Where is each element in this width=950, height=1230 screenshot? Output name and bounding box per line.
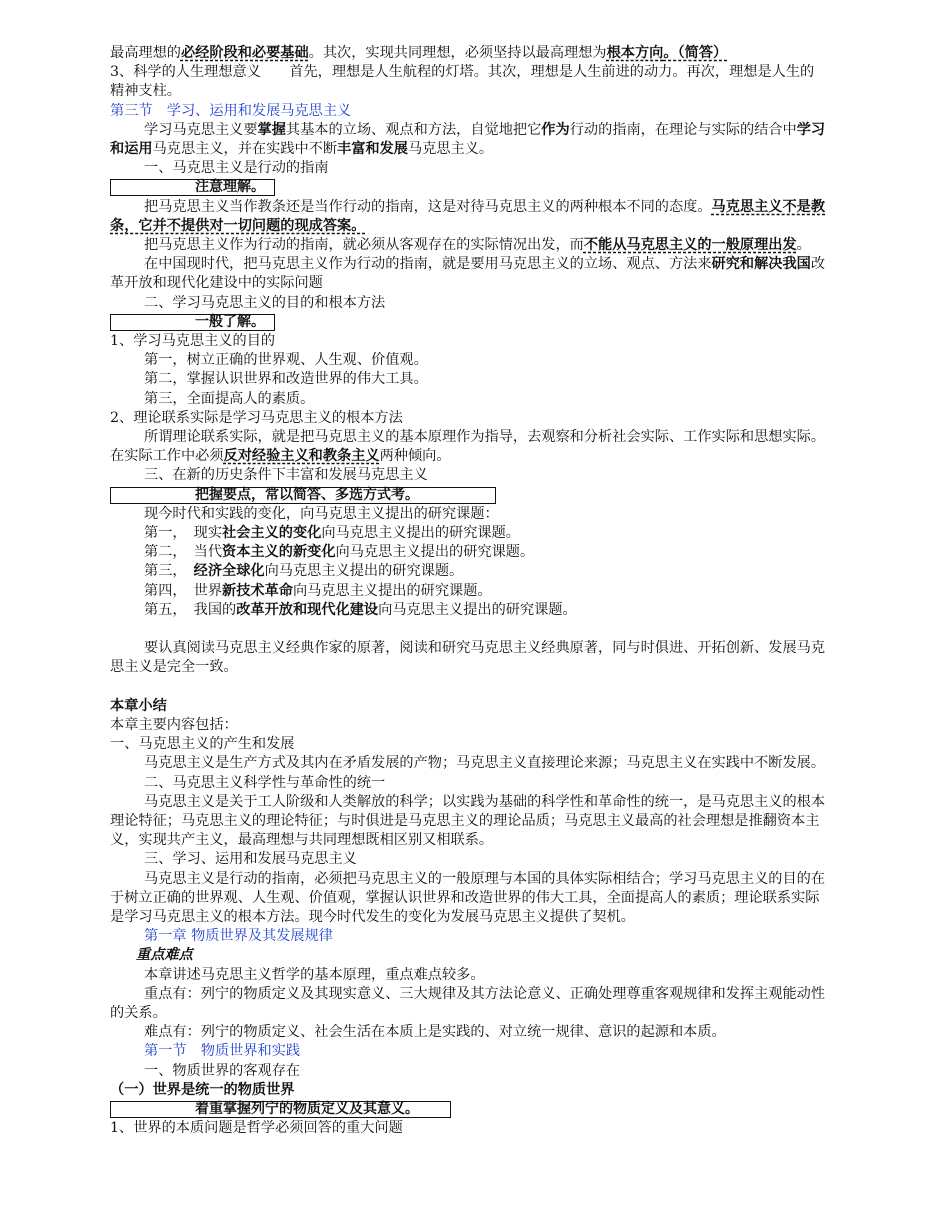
section-title: 第一节 物质世界和实践 <box>144 1043 301 1060</box>
paragraph: 最高理想的必经阶段和必要基础。其次，实现共同理想，必须坚持以最高理想为根本方向。（简答） <box>110 45 728 61</box>
list-item: 第三， 经济全球化向马克思主义提出的研究课题。 <box>144 563 464 580</box>
list-heading: 1、世界的本质问题是哲学必须回答的重大问题 <box>110 1120 403 1137</box>
heading: 一、马克思主义是行动的指南 <box>144 160 329 177</box>
list-heading: 2、理论联系实际是学习马克思主义的根本方法 <box>110 409 403 426</box>
list-item: 第三，全面提高人的素质。 <box>144 390 315 407</box>
note-box: 注意理解。 <box>110 178 828 197</box>
spacer <box>110 620 828 639</box>
list-item: 第四， 世界新技术革命向马克思主义提出的研究课题。 <box>144 582 492 599</box>
document-page <box>110 44 828 1138</box>
heading: 二、马克思主义科学性与革命性的统一 <box>144 774 386 791</box>
paragraph: 要认真阅读马克思主义经典作家的原著，阅读和研究马克思主义经典原著，同与时俱进、开拓创新、发展马克思主义是完全一致。 <box>110 640 826 676</box>
paragraph: 本章讲述马克思主义哲学的基本原理，重点难点较多。 <box>144 966 485 983</box>
heading: 三、学习、运用和发展马克思主义 <box>144 851 357 868</box>
note-box: 一般了解。 <box>110 313 828 332</box>
paragraph: 重点有：列宁的物质定义及其现实意义、三大规律及其方法论意义、正确处理尊重客观规律和发挥主观能动性的关系。 <box>110 985 826 1022</box>
list-item: 第五， 我国的改革开放和现代化建设向马克思主义提出的研究课题。 <box>144 601 577 618</box>
heading: 三、在新的历史条件下丰富和发展马克思主义 <box>144 467 428 484</box>
note-box: 着重掌握列宁的物质定义及其意义。 <box>110 1100 828 1119</box>
paragraph: 马克思主义是生产方式及其内在矛盾发展的产物；马克思主义直接理论来源；马克思主义在实践中不断发展。 <box>144 755 826 772</box>
heading: （一）世界是统一的物质世界 <box>110 1081 295 1098</box>
heading: 二、学习马克思主义的目的和根本方法 <box>144 294 386 311</box>
paragraph: 在中国现时代，把马克思主义作为行动的指南，就是要用马克思主义的立场、观点、方法来研究和解决我国改革开放和现代化建设中的实际问题 <box>110 256 826 292</box>
paragraph: 马克思主义是关于工人阶级和人类解放的科学；以实践为基础的科学性和革命性的统一，是马克思主义的根本理论特征；马克思主义的理论特征；与时俱进是马克思主义的理论品质；马克思主义最高的社会理想是推翻资本主义，实现共产主义，最高理想与共同理想既相区别又相联系。 <box>110 793 826 849</box>
paragraph: 难点有：列宁的物质定义、社会生活在本质上是实践的、对立统一规律、意识的起源和本质。 <box>144 1024 726 1041</box>
note-box: 把握要点，常以简答、多选方式考。 <box>110 486 828 505</box>
paragraph: 把马克思主义作为行动的指南，就必须从客观存在的实际情况出发，而不能从马克思主义的一般原理出发。 <box>144 237 811 254</box>
list-item: 第二，掌握认识世界和改造世界的伟大工具。 <box>144 371 428 388</box>
paragraph: 本章主要内容包括： <box>110 717 238 734</box>
chapter-title: 第一章 物质世界及其发展规律 <box>144 928 333 945</box>
paragraph: 3、科学的人生理想意义 首先，理想是人生航程的灯塔。其次，理想是人生前进的动力。再次，理想是人生的精神支柱。 <box>110 64 815 100</box>
spacer <box>110 678 828 697</box>
paragraph: 学习马克思主义要掌握其基本的立场、观点和方法，自觉地把它作为行动的指南，在理论与实际的结合中学习和运用马克思主义，并在实践中不断丰富和发展马克思主义。 <box>110 121 826 158</box>
paragraph: 马克思主义是行动的指南，必须把马克思主义的一般原理与本国的具体实际相结合；学习马克思主义的目的在于树立正确的世界观、人生观、价值观，掌握认识世界和改造世界的伟大工具，全面提高人的素质；理论联系实际是学习马克思主义的根本方法。现今时代发生的变化为发展马克思主义提供了契机。 <box>110 870 826 926</box>
section-title: 第三节 学习、运用和发展马克思主义 <box>110 102 352 119</box>
paragraph: 把马克思主义当作教条还是当作行动的指南，这是对待马克思主义的两种根本不同的态度。马克思主义不是教条，它并不提供对一切问题的现成答案。 <box>110 198 826 234</box>
list-heading: 1、学习马克思主义的目的 <box>110 333 276 350</box>
heading: 一、物质世界的客观存在 <box>144 1062 301 1079</box>
paragraph: 所谓理论联系实际，就是把马克思主义的基本原理作为指导，去观察和分析社会实际、工作实际和思想实际。在实际工作中必须反对经验主义和教条主义两种倾向。 <box>110 429 826 465</box>
paragraph: 现今时代和实践的变化，向马克思主义提出的研究课题： <box>144 505 499 522</box>
list-item: 第一，树立正确的世界观、人生观、价值观。 <box>144 352 428 369</box>
subheading: 重点难点 <box>136 947 193 964</box>
heading: 一、马克思主义的产生和发展 <box>110 736 295 753</box>
list-item: 第二， 当代资本主义的新变化向马克思主义提出的研究课题。 <box>144 544 535 561</box>
summary-title: 本章小结 <box>110 697 167 714</box>
list-item: 第一， 现实社会主义的变化向马克思主义提出的研究课题。 <box>144 525 520 542</box>
